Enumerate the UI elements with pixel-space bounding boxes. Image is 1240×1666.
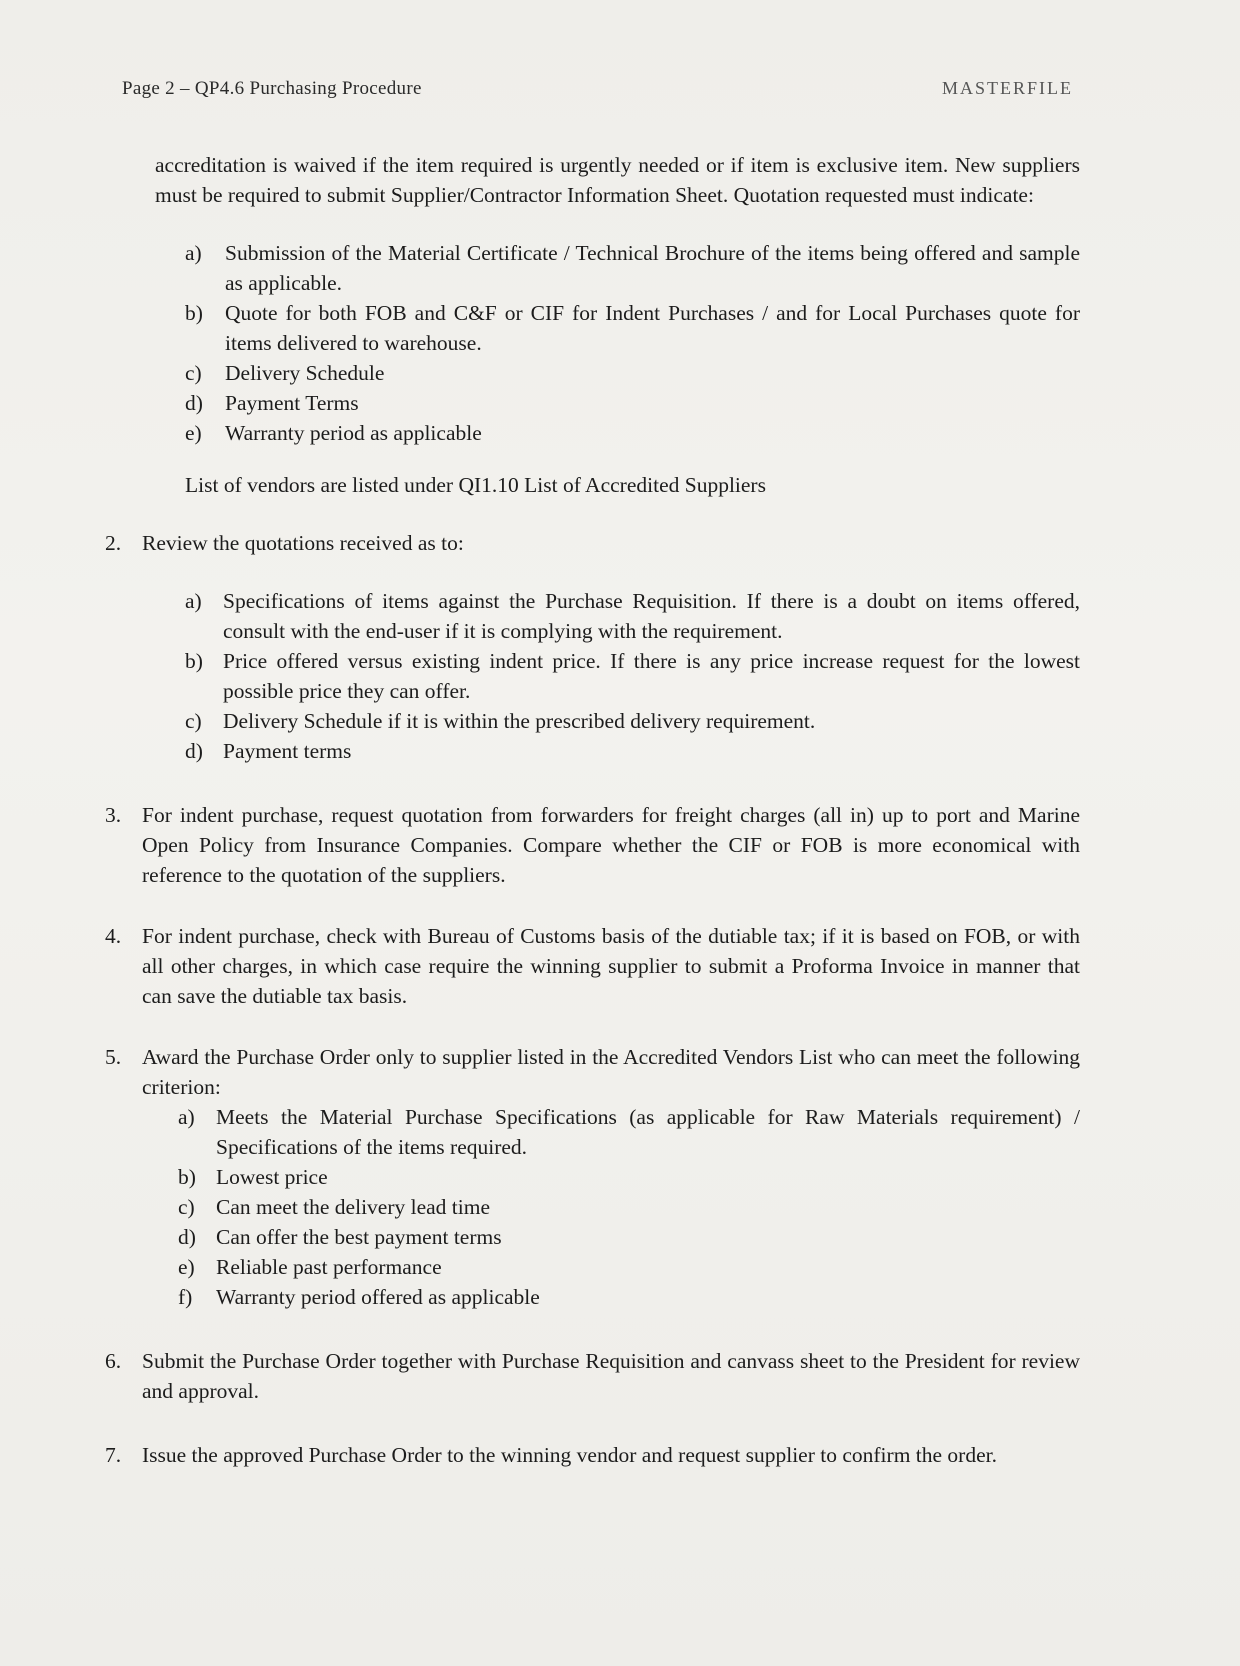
- list-item-label: b): [178, 1165, 196, 1189]
- step-number: 6.: [105, 1349, 122, 1373]
- step-text: Submit the Purchase Order together with Purchase Requisition and canvass sheet to the President for review and approval.: [142, 1349, 1080, 1403]
- list-item: [185, 736, 1080, 766]
- list-item-label: e): [178, 1255, 195, 1279]
- list-item-text: Price offered versus existing indent price. If there is any price increase request for the lowest possible price they can offer.: [223, 649, 1080, 703]
- list-item-label: f): [178, 1285, 193, 1309]
- list-item: [178, 1162, 1080, 1192]
- list-item-text: Delivery Schedule: [225, 361, 385, 385]
- list-item-label: e): [185, 421, 202, 445]
- step-number: 3.: [105, 803, 122, 827]
- list-item: [178, 1282, 1080, 1312]
- list-item-label: c): [185, 361, 202, 385]
- step-5: [105, 1042, 1080, 1102]
- list-item: [185, 388, 1080, 418]
- list-item-label: a): [185, 589, 202, 613]
- list-item-text: Payment terms: [223, 739, 352, 763]
- review-criteria-list: [185, 586, 1080, 766]
- list-item-text: Can offer the best payment terms: [216, 1225, 502, 1249]
- list-item-text: Lowest price: [216, 1165, 328, 1189]
- list-item-text: Reliable past performance: [216, 1255, 442, 1279]
- step-text: Issue the approved Purchase Order to the winning vendor and request supplier to confirm the order.: [142, 1443, 997, 1467]
- award-criteria-list: [178, 1102, 1080, 1312]
- list-item-text: Specifications of items against the Purchase Requisition. If there is a doubt on items offered, consult with the end-user if it is complying with the requirement.: [223, 589, 1080, 643]
- vendors-note: List of vendors are listed under QI1.10 List of Accredited Suppliers: [185, 473, 766, 497]
- step-number: 7.: [105, 1443, 122, 1467]
- list-item: [178, 1192, 1080, 1222]
- step-6: [105, 1346, 1080, 1406]
- list-item-text: Meets the Material Purchase Specifications (as applicable for Raw Materials requirement) / Specifications of the items required.: [216, 1105, 1080, 1159]
- list-item: [178, 1102, 1080, 1162]
- step-4: [105, 921, 1080, 1011]
- list-item: [178, 1222, 1080, 1252]
- page-header: [0, 78, 1240, 108]
- list-item: [185, 358, 1080, 388]
- list-item-text: Quote for both FOB and C&F or CIF for Indent Purchases / and for Local Purchases quote for items delivered to warehouse.: [225, 301, 1080, 355]
- step-2: [105, 528, 1080, 558]
- list-item-text: Payment Terms: [225, 391, 359, 415]
- list-item: [185, 298, 1080, 358]
- list-item-label: b): [185, 649, 203, 673]
- quotation-requirements-list: [185, 238, 1080, 448]
- list-item-text: Warranty period as applicable: [225, 421, 482, 445]
- list-item-label: d): [178, 1225, 196, 1249]
- list-item-label: d): [185, 739, 203, 763]
- header-masterfile-label: MASTERFILE: [941, 78, 1073, 98]
- list-item-text: Delivery Schedule if it is within the prescribed delivery requirement.: [223, 709, 816, 733]
- step-text: For indent purchase, request quotation from forwarders for freight charges (all in) up to port and Marine Open Policy from Insurance Companies. Compare whether the CIF or FOB is more economical with reference to the quotation of the suppliers.: [142, 803, 1080, 887]
- step-number: 2.: [105, 531, 122, 555]
- list-item: [185, 646, 1080, 706]
- list-item: [185, 706, 1080, 736]
- intro-paragraph: accreditation is waived if the item required is urgently needed or if item is exclusive item. New suppliers must be required to submit Supplier/Contractor Information Sheet. Quotation requested must indicate:: [155, 153, 1080, 207]
- step-text: For indent purchase, check with Bureau of Customs basis of the dutiable tax; if it is based on FOB, or with all other charges, in which case require the winning supplier to submit a Proforma Invoice in manner that can save the dutiable tax basis.: [142, 924, 1080, 1008]
- step-text: Award the Purchase Order only to supplier listed in the Accredited Vendors List who can meet the following criterion:: [142, 1045, 1080, 1099]
- list-item-label: c): [178, 1195, 195, 1219]
- step-number: 5.: [105, 1045, 122, 1069]
- list-item: [185, 418, 1080, 448]
- list-item-label: b): [185, 301, 203, 325]
- list-item: [185, 238, 1080, 298]
- list-item-label: c): [185, 709, 202, 733]
- document-body: [0, 150, 1240, 1470]
- list-item: [178, 1252, 1080, 1282]
- list-item-label: a): [185, 241, 202, 265]
- list-item-label: a): [178, 1105, 195, 1129]
- step-7: [105, 1440, 1080, 1470]
- header-title: Page 2 – QP4.6 Purchasing Procedure: [122, 78, 422, 99]
- step-3: [105, 800, 1080, 890]
- step-number: 4.: [105, 924, 122, 948]
- list-item: [185, 586, 1080, 646]
- list-item-text: Submission of the Material Certificate / Technical Brochure of the items being offered and sample as applicable.: [225, 241, 1080, 295]
- step-text: Review the quotations received as to:: [142, 531, 464, 555]
- list-item-text: Warranty period offered as applicable: [216, 1285, 540, 1309]
- list-item-text: Can meet the delivery lead time: [216, 1195, 491, 1219]
- list-item-label: d): [185, 391, 203, 415]
